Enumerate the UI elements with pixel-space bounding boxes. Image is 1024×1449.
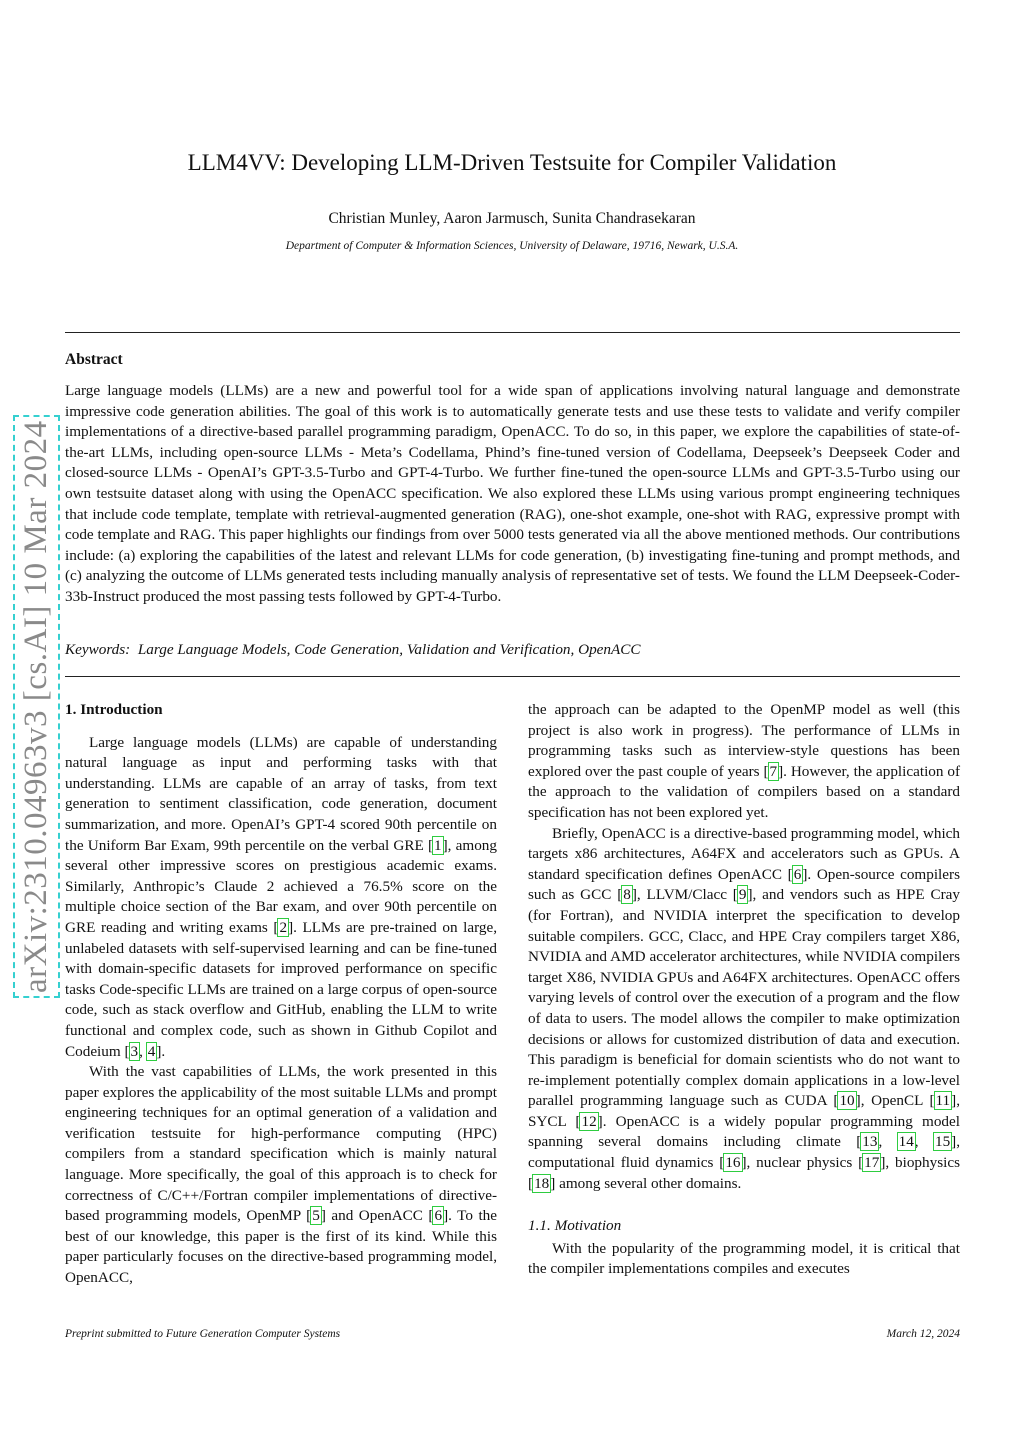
affiliation: Department of Computer & Information Sciences, University of Delaware, 19716, Newark, U.S.A. bbox=[285, 240, 739, 252]
citation-link[interactable]: 6 bbox=[793, 865, 802, 883]
intro-paragraph-1: Large language models (LLMs) are capable of understanding natural language as input and performing tasks with that understanding. LLMs are capable of an array of tasks, from text generation to sentiment classification, code generation, document summarization, and more. OpenAI’s GPT-4 scored 90th percentile on the Uniform Bar Exam, 99th percentile on the verbal GRE [1], among several other impressive scores on prestigious academic exams. Similarly, Anthropic’s Claude 2 achieved a 76.5% score on the multiple choice section of the Bar exam, and over 90th percentile on GRE reading and writing exams [2]. LLMs are pre-trained on large, unlabeled datasets with self-supervised learning and can be fine-tuned with domain-specific datasets for improved performance on specific tasks Code-specific LLMs are trained on a large corpus of open-source code, such as stack overflow and GitHub, enabling the LLM to write functional and complex code, such as shown in Github Copilot and Codeium [3, 4]. bbox=[65, 733, 497, 1060]
citation-link[interactable]: 18 bbox=[534, 1174, 550, 1192]
keywords-label: Keywords: bbox=[65, 641, 131, 658]
citation-link[interactable]: 12 bbox=[581, 1112, 597, 1130]
intro-heading: 1. Introduction bbox=[65, 701, 163, 718]
citation-link[interactable]: 8 bbox=[623, 886, 631, 904]
bottom-divider bbox=[65, 676, 960, 677]
footer-journal: Preprint submitted to Future Generation Computer Systems bbox=[65, 1328, 341, 1340]
citation-link[interactable]: 2 bbox=[279, 918, 288, 936]
citation-link[interactable]: 15 bbox=[934, 1133, 951, 1151]
intro-paragraph-2-part-b: the approach can be adapted to the OpenMP model as well (this project is also work in progress). The performance of LLMs in programming tasks such as interview-style questions has been explored over the past couple of years [ bbox=[528, 701, 960, 780]
footer-date: March 12, 2024 bbox=[886, 1328, 960, 1340]
intro-paragraph-2-continued: the approach can be adapted to the OpenMP model as well (this project is also work in progress). The performance of LLMs in programming tasks such as interview-style questions has been explored over the past couple of years [7]. However, the application of the approach to the validation of compilers based on a standard specification has not been explored yet. bbox=[528, 701, 961, 821]
citation-link[interactable]: 11 bbox=[935, 1092, 951, 1110]
motivation-paragraph: With the popularity of the programming model, it is critical that the compiler implementations compiles and executes bbox=[528, 1239, 960, 1278]
citation-link[interactable]: 16 bbox=[725, 1154, 741, 1172]
keywords-line bbox=[65, 641, 960, 659]
citation-link[interactable]: 17 bbox=[864, 1154, 880, 1172]
author-list: Christian Munley, Aaron Jarmusch, Sunita Chandrasekaran bbox=[328, 210, 696, 227]
citation-link[interactable]: 1 bbox=[434, 836, 442, 854]
citation-link[interactable]: 13 bbox=[862, 1133, 878, 1151]
citation-link[interactable]: 4 bbox=[147, 1042, 156, 1060]
motivation-heading: 1.1. Motivation bbox=[528, 1217, 622, 1235]
citation-link[interactable]: 9 bbox=[738, 886, 747, 904]
intro-paragraph-2: With the vast capabilities of LLMs, the work presented in this paper explores the applicability of the most suitable LLMs and prompt engineering techniques for an optimal generation of a validation and verification testsuite for high-performance computing (HPC) compilers from a standard specification which is mainly natural language. More specifically, the goal of this approach is to check for correctness of C/C++/Fortran compiler implementations of directive-based programming models, OpenMP [5] and OpenACC [6]. To the best of our knowledge, this paper is the first of its kind. While this paper particularly focuses on the directive-based programming model, OpenACC, bbox=[65, 1063, 498, 1287]
citation-link[interactable]: 14 bbox=[898, 1133, 914, 1151]
left-column bbox=[65, 700, 497, 1289]
keywords-list: Large Language Models, Code Generation, Validation and Verification, OpenACC bbox=[137, 641, 641, 658]
citation-link[interactable]: 5 bbox=[312, 1207, 320, 1225]
intro-paragraph-3: Briefly, OpenACC is a directive-based programming model, which targets x86 architectures, A64FX and accelerators such as GPUs. A standard specification defines OpenACC [6]. Open-source compilers such as GCC [8], LLVM/Clacc [9], and vendors such as HPE Cray (for Fortran), and NVIDIA interpret the specification to develop suitable compilers. GCC, Clacc, and HPE Cray compilers target X86, NVIDIA and AMD accelerator architectures, while NVIDIA compilers target X86, NVIDIA GPUs and A64FX architectures. OpenACC offers varying levels of control over the execution of a program and the flow of data to users. The model allows the compiler to make optimization decisions or allows for customized distribution of data and execution. This paradigm is beneficial for domain scientists who do not want to re-implement potentially complex domain applications in a low-level parallel programming language such as CUDA [10], OpenCL [11], SYCL [12]. OpenACC is a widely popular programming model spanning several domains including climate [13, 14, 15], computational fluid dynamics [16], nuclear physics [17], biophysics [18] among several other domains. bbox=[528, 824, 961, 1192]
abstract-text: Large language models (LLMs) are a new and powerful tool for a wide span of applications involving natural language and demonstrate impressive code generation abilities. The goal of this work is to automatically generate tests and use these tests to validate and verify compiler implementations of a directive-based parallel programming paradigm, OpenACC. To do so, in this paper, we explore the capabilities of state-of-the-art LLMs, including open-source LLMs - Meta’s Codellama, Phind’s fine-tuned version of Codellama, Deepseek’s Deepseek Coder and closed-source LLMs - OpenAI’s GPT-3.5-Turbo and GPT-4-Turbo. We further fine-tuned the open-source LLMs and GPT-3.5-Turbo using our own testsuite dataset along with using the OpenACC specification. We also explored these LLMs using various prompt engineering techniques that include code template, template with retrieval-augmented generation (RAG), one-shot example, one-shot with RAG, expressive prompt with code template and RAG. This paper highlights our findings from over 5000 tests generated via all the above mentioned methods. Our contributions include: (a) exploring the capabilities of the latest and relevant LLMs for code generation, (b) investigating fine-tuning and prompt methods, and (c) analyzing the outcome of LLMs generated tests including manually analysis of representative set of tests. We found the LLM Deepseek-Coder-33b-Instruct produced the most passing tests followed by GPT-4-Turbo. bbox=[65, 382, 960, 605]
paper-title: LLM4VV: Developing LLM-Driven Testsuite for Compiler Validation bbox=[187, 150, 837, 175]
citation-link[interactable]: 10 bbox=[839, 1092, 855, 1110]
arxiv-stamp[interactable]: arXiv:2310.04963v3 [cs.AI] 10 Mar 2024 bbox=[18, 420, 54, 993]
citation-link[interactable]: 3 bbox=[130, 1042, 139, 1060]
citation-link[interactable]: 6 bbox=[434, 1207, 443, 1225]
abstract-heading: Abstract bbox=[65, 351, 123, 368]
citation-link[interactable]: 7 bbox=[769, 762, 778, 780]
right-column bbox=[528, 700, 960, 1280]
page-footer bbox=[65, 1328, 960, 1340]
intro-paragraph-2-part-a: ]. To the best of our knowledge, this paper is the first of its kind. While this paper particularly focuses on the directive-based programming model, OpenACC, bbox=[65, 1207, 498, 1287]
top-divider bbox=[65, 332, 960, 333]
